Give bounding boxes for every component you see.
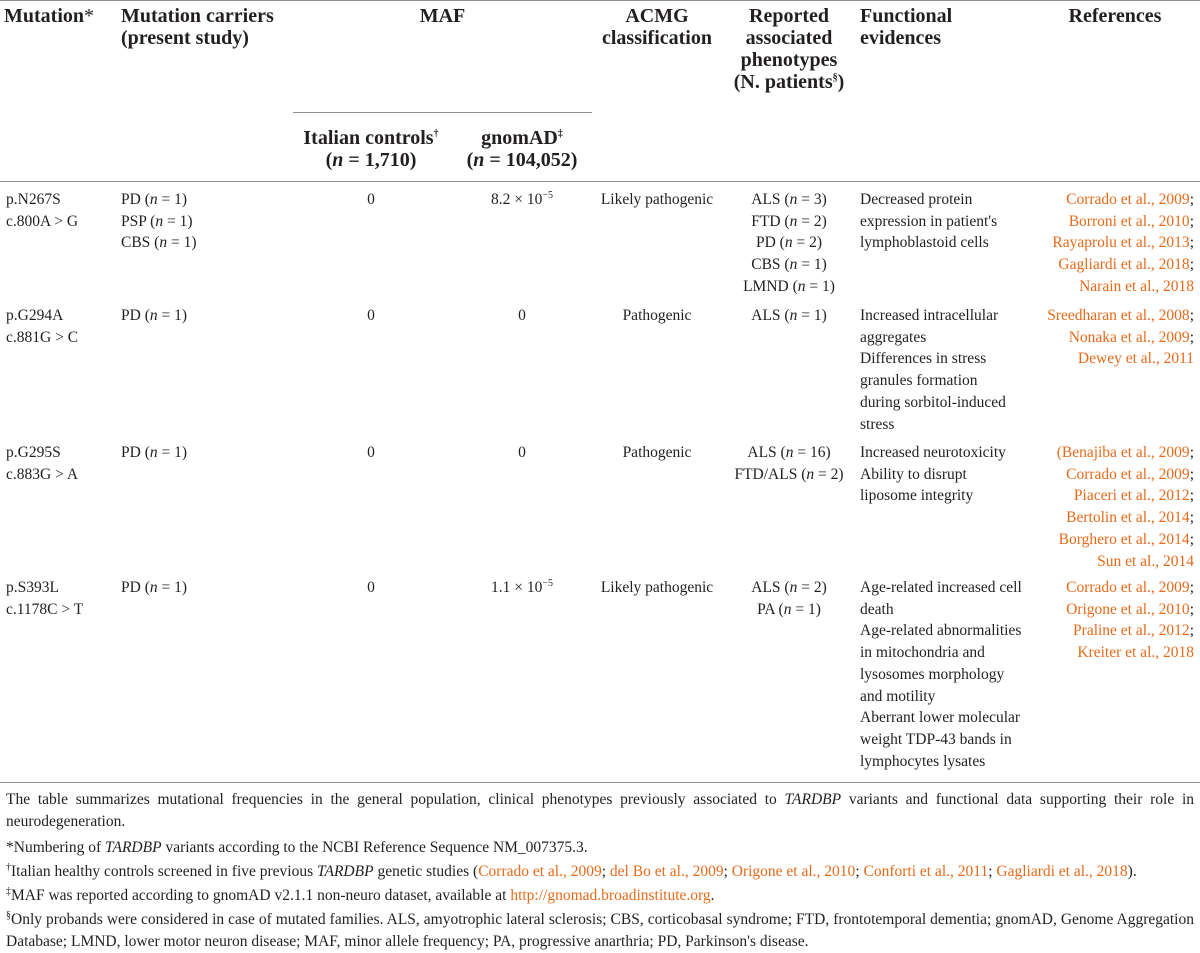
footnote-summary: The table summarizes mutational frequencies in the general population, clinical phenotypes previously associated to TARDBP variants and functional data supporting their role in neurodegeneration. [6,791,1194,830]
row1-references [990,189,1194,298]
row2-acmg: Pathogenic [622,307,692,324]
row4-carriers: PD (n = 1) [121,579,188,596]
top-rule [0,0,1200,1]
header-mutation: Mutation* [4,5,94,27]
row3-mutation: p.G295S c.883G > A [6,444,79,483]
table-bottom-rule [0,782,1200,783]
reference-link[interactable]: Borghero et al., 2014; [1058,530,1194,548]
row2-carriers: PD (n = 1) [121,307,188,324]
header-references: References [1068,5,1162,27]
row2-italian: 0 [367,307,375,324]
reference-link[interactable]: Gagliardi et al., 2018 [996,863,1128,880]
row3-functional: Increased neurotoxicity Ability to disrupt liposome integrity [860,444,1006,505]
reference-link[interactable]: Praline et al., 2012; [1073,622,1194,640]
reference-link[interactable]: Rayaprolu et al., 2013; [1052,234,1194,252]
row1-italian: 0 [367,191,375,208]
row3-italian: 0 [367,444,375,461]
row3-carriers: PD (n = 1) [121,444,188,461]
header-acmg: ACMG classification [602,5,712,49]
reference-link[interactable]: Gagliardi et al., 2018; [1058,256,1194,274]
header-carriers: Mutation carriers (present study) [121,5,274,49]
reference-link[interactable]: Corrado et al., 2009 [478,863,602,880]
row4-acmg: Likely pathogenic [600,579,714,596]
row3-gnomad: 0 [518,444,526,461]
header-phenotypes: Reported associated phenotypes (N. patients§) [733,5,845,93]
row2-mutation: p.G294A c.881G > C [6,307,79,346]
reference-link[interactable]: Bertolin et al., 2014; [1066,509,1194,527]
reference-link[interactable]: del Bo et al., 2009 [609,863,724,880]
row3-acmg: Pathogenic [622,444,692,461]
header-gnomad: gnomAD‡ (n = 104,052) [466,127,578,171]
maf-subheader-rule [293,112,592,113]
row1-acmg: Likely pathogenic [600,191,714,208]
header-italian-controls: Italian controls† (n = 1,710) [303,127,439,171]
reference-link[interactable]: Dewey et al., 2011 [1077,350,1194,368]
row1-functional: Decreased protein expression in patient's lymphoblastoid cells [860,191,998,252]
header-functional: Functional evidences [860,5,953,49]
row4-gnomad: $1.1 \times 10^{-5}$ [490,577,553,596]
row3-references [990,442,1194,572]
header-bottom-rule [0,181,1200,182]
footnote-dagger: †Italian healthy controls screened in five previous TARDBP genetic studies (Corrado et al., 2009; del Bo et al., 2009; Origone et al., 2010; Conforti et al., 2011; Gagliardi et al., 2018). [6,861,1137,880]
footnote-ddagger: ‡MAF was reported according to gnomAD v2.1.1 non-neuro dataset, available at http://gnomad.broadinstitute.org. [6,885,715,904]
reference-link[interactable]: Corrado et al., 2009; [1066,191,1194,208]
row2-phenotypes: ALS (n = 1) [751,307,827,324]
row2-gnomad: 0 [518,307,526,324]
footnote-star: *Numbering of TARDBP variants according to the NCBI Reference Sequence NM_007375.3. [6,839,588,856]
reference-link[interactable]: Corrado et al., 2009; [1066,579,1194,596]
gnomad-url-link[interactable]: http://gnomad.broadinstitute.org [510,887,711,904]
row2-references [990,305,1194,370]
reference-link[interactable]: Origone et al., 2010 [731,863,856,880]
row1-gnomad: $8.2 \times 10^{-5}$ [490,189,553,208]
reference-link[interactable]: Corrado et al., 2009; [1066,465,1194,483]
reference-link[interactable]: Origone et al., 2010; [1066,600,1194,618]
reference-link[interactable]: Narain et al., 2018 [1079,277,1194,295]
reference-link[interactable]: Nonaka et al., 2009; [1068,328,1194,346]
row4-functional: Age-related increased cell death Age-related abnormalities in mitochondria and lysosomes morphology and motility Aberrant lower molecular weight TDP-43 bands in lymphocytes lysates [860,579,1022,770]
footnote-section: §Only probands were considered in case of mutated families. ALS, amyotrophic lateral sclerosis; CBS, corticobasal syndrome; FTD, frontotemporal dementia; gnomAD, Genome Aggregation Database; LMND, lower motor neuron disease; MAF, minor allele frequency; PA, progressive anarthria; PD, Parkinson's disease. [6,909,1194,950]
row2-functional: Increased intracellular aggregates Differences in stress granules formation during sorbitol-induced stress [860,307,1006,433]
row1-carriers: PD (n = 1) PSP (n = 1) CBS (n = 1) [121,191,197,252]
reference-link[interactable]: Kreiter et al., 2018 [1077,644,1194,662]
row3-phenotypes: ALS (n = 16) FTD/ALS (n = 2) [734,444,844,483]
reference-link[interactable]: Borroni et al., 2010; [1068,212,1194,230]
row4-phenotypes: ALS (n = 2) PA (n = 1) [751,579,827,618]
row4-italian: 0 [367,579,375,596]
reference-link[interactable]: (Benajiba et al., 2009; [1056,444,1194,461]
row4-references [990,577,1194,664]
row4-mutation: p.S393L c.1178C > T [6,579,84,618]
reference-link[interactable]: Sun et al., 2014 [1097,552,1194,570]
row1-phenotypes: ALS (n = 3) FTD (n = 2) PD (n = 2) CBS (n = 1) LMND (n = 1) [743,191,835,295]
reference-link[interactable]: Sreedharan et al., 2008; [1047,307,1194,324]
table-footnotes [6,789,1194,953]
row1-mutation: p.N267S c.800A > G [6,191,79,230]
reference-link[interactable]: Piaceri et al., 2012; [1073,487,1194,505]
reference-link[interactable]: Conforti et al., 2011 [863,863,989,880]
header-maf: MAF [419,5,466,27]
